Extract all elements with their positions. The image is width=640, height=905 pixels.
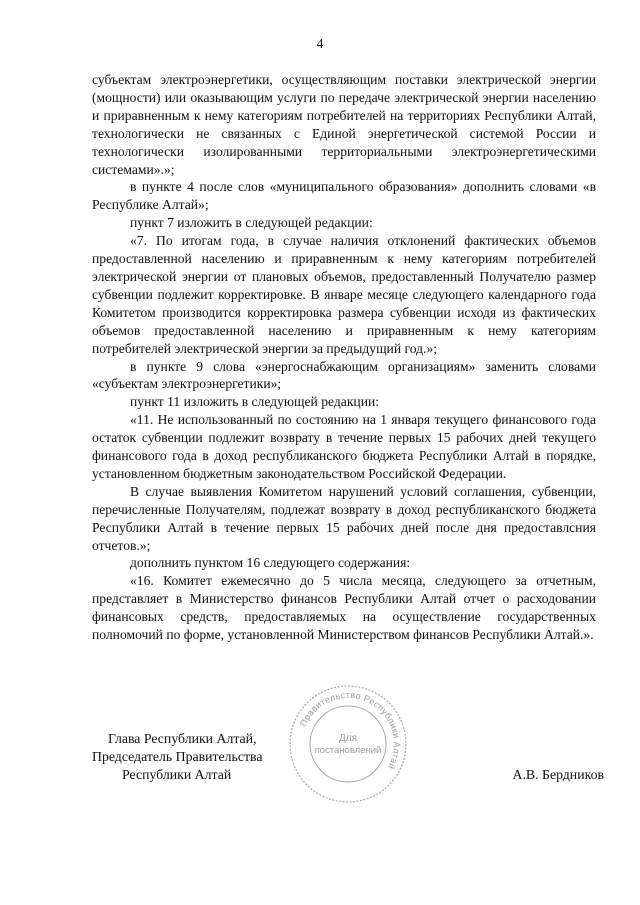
signatory-title-line-1: Глава Республики Алтай, (108, 731, 257, 746)
signatory-name: А.В. Бердников (512, 767, 604, 782)
paragraph-8: В случае выявления Комитетом нарушений условий соглашения, субвенции, перечисленные Получателям, подлежат возврату в доход республиканского бюджета Республики Алтай в течение первых 15 рабочих дней после дня предоставлсния отчетов.»; (92, 483, 596, 553)
seal-ring-text: Правительство Республики Алтай (297, 689, 403, 772)
seal-inner-ring (310, 706, 386, 782)
paragraph-10: «16. Комитет ежемесячно до 5 числа месяца, следующего за отчетным, представляет в Министерство финансов Республики Алтай отчет о расходовании финансовых средств, предоставляемых на осуществление государственных полномочий по форме, установленной Министерством финансов Республики Алтай.». (92, 573, 596, 643)
paragraph-3: пункт 7 изложить в следующей редакции: (130, 215, 373, 231)
seal-center-line-2: постановлений (314, 745, 382, 756)
paragraph-9: дополнить пунктом 16 следующего содержания: (130, 555, 411, 571)
paragraph-6: пункт 11 изложить в следующей редакции: (130, 394, 380, 410)
seal-center-line-1: Для (338, 733, 358, 744)
paragraph-7: «11. Не использованный по состоянию на 1 января текущего финансового года остаток субвенции подлежит возврату в течение первых 15 рабочих дней текущего финансового года в доход республиканского бюджета Республики Алтай в порядке, установленном бюджетным законодательством Российской Федерации. (92, 412, 596, 481)
page-number: 4 (316, 36, 324, 51)
seal-outer-ring (290, 686, 406, 802)
paragraph-2: в пункте 4 после слов «муниципального образования» дополнить словами «в Республике Алтай»; (92, 179, 596, 213)
official-seal-stamp (286, 682, 410, 806)
signatory-title-line-3: Республики Алтай (122, 766, 232, 782)
paragraph-1: субъектам электроэнергетики, осуществляющим поставки электрической энергии (мощности) или оказывающим услуги по передаче электрической энергии населению и приравненным к нему категориям потребителей на территориях Республики Алтай, технологически не связанных с Единой энергетической системой России и технологически изолированными территориальными электроэнергетическими системами».»; (92, 72, 596, 177)
seal-graphic (286, 682, 410, 806)
signatory-title-block (92, 730, 292, 784)
document-body (92, 71, 596, 644)
paragraph-4: «7. По итогам года, в случае наличия отклонений фактических объемов предоставленной населению и приравненным к нему категориям потребителей электрической энергии от плановых объемов, предоставленный Получателю размер субвенции подлежит корректировке. В январе месяце следующего календарного года Комитетом производится корректировка размера субвенции исходя из фактических объемов предоставленной населению и приравненным к нему категориям потребителей электрической энергии за предыдущий год.»; (92, 233, 596, 356)
signatory-title-line-2: Председатель Правительства (92, 748, 263, 764)
paragraph-5: в пункте 9 слова «энергоснабжающим организациям» заменить словами «субъектам электроэнергетики»; (92, 358, 596, 392)
